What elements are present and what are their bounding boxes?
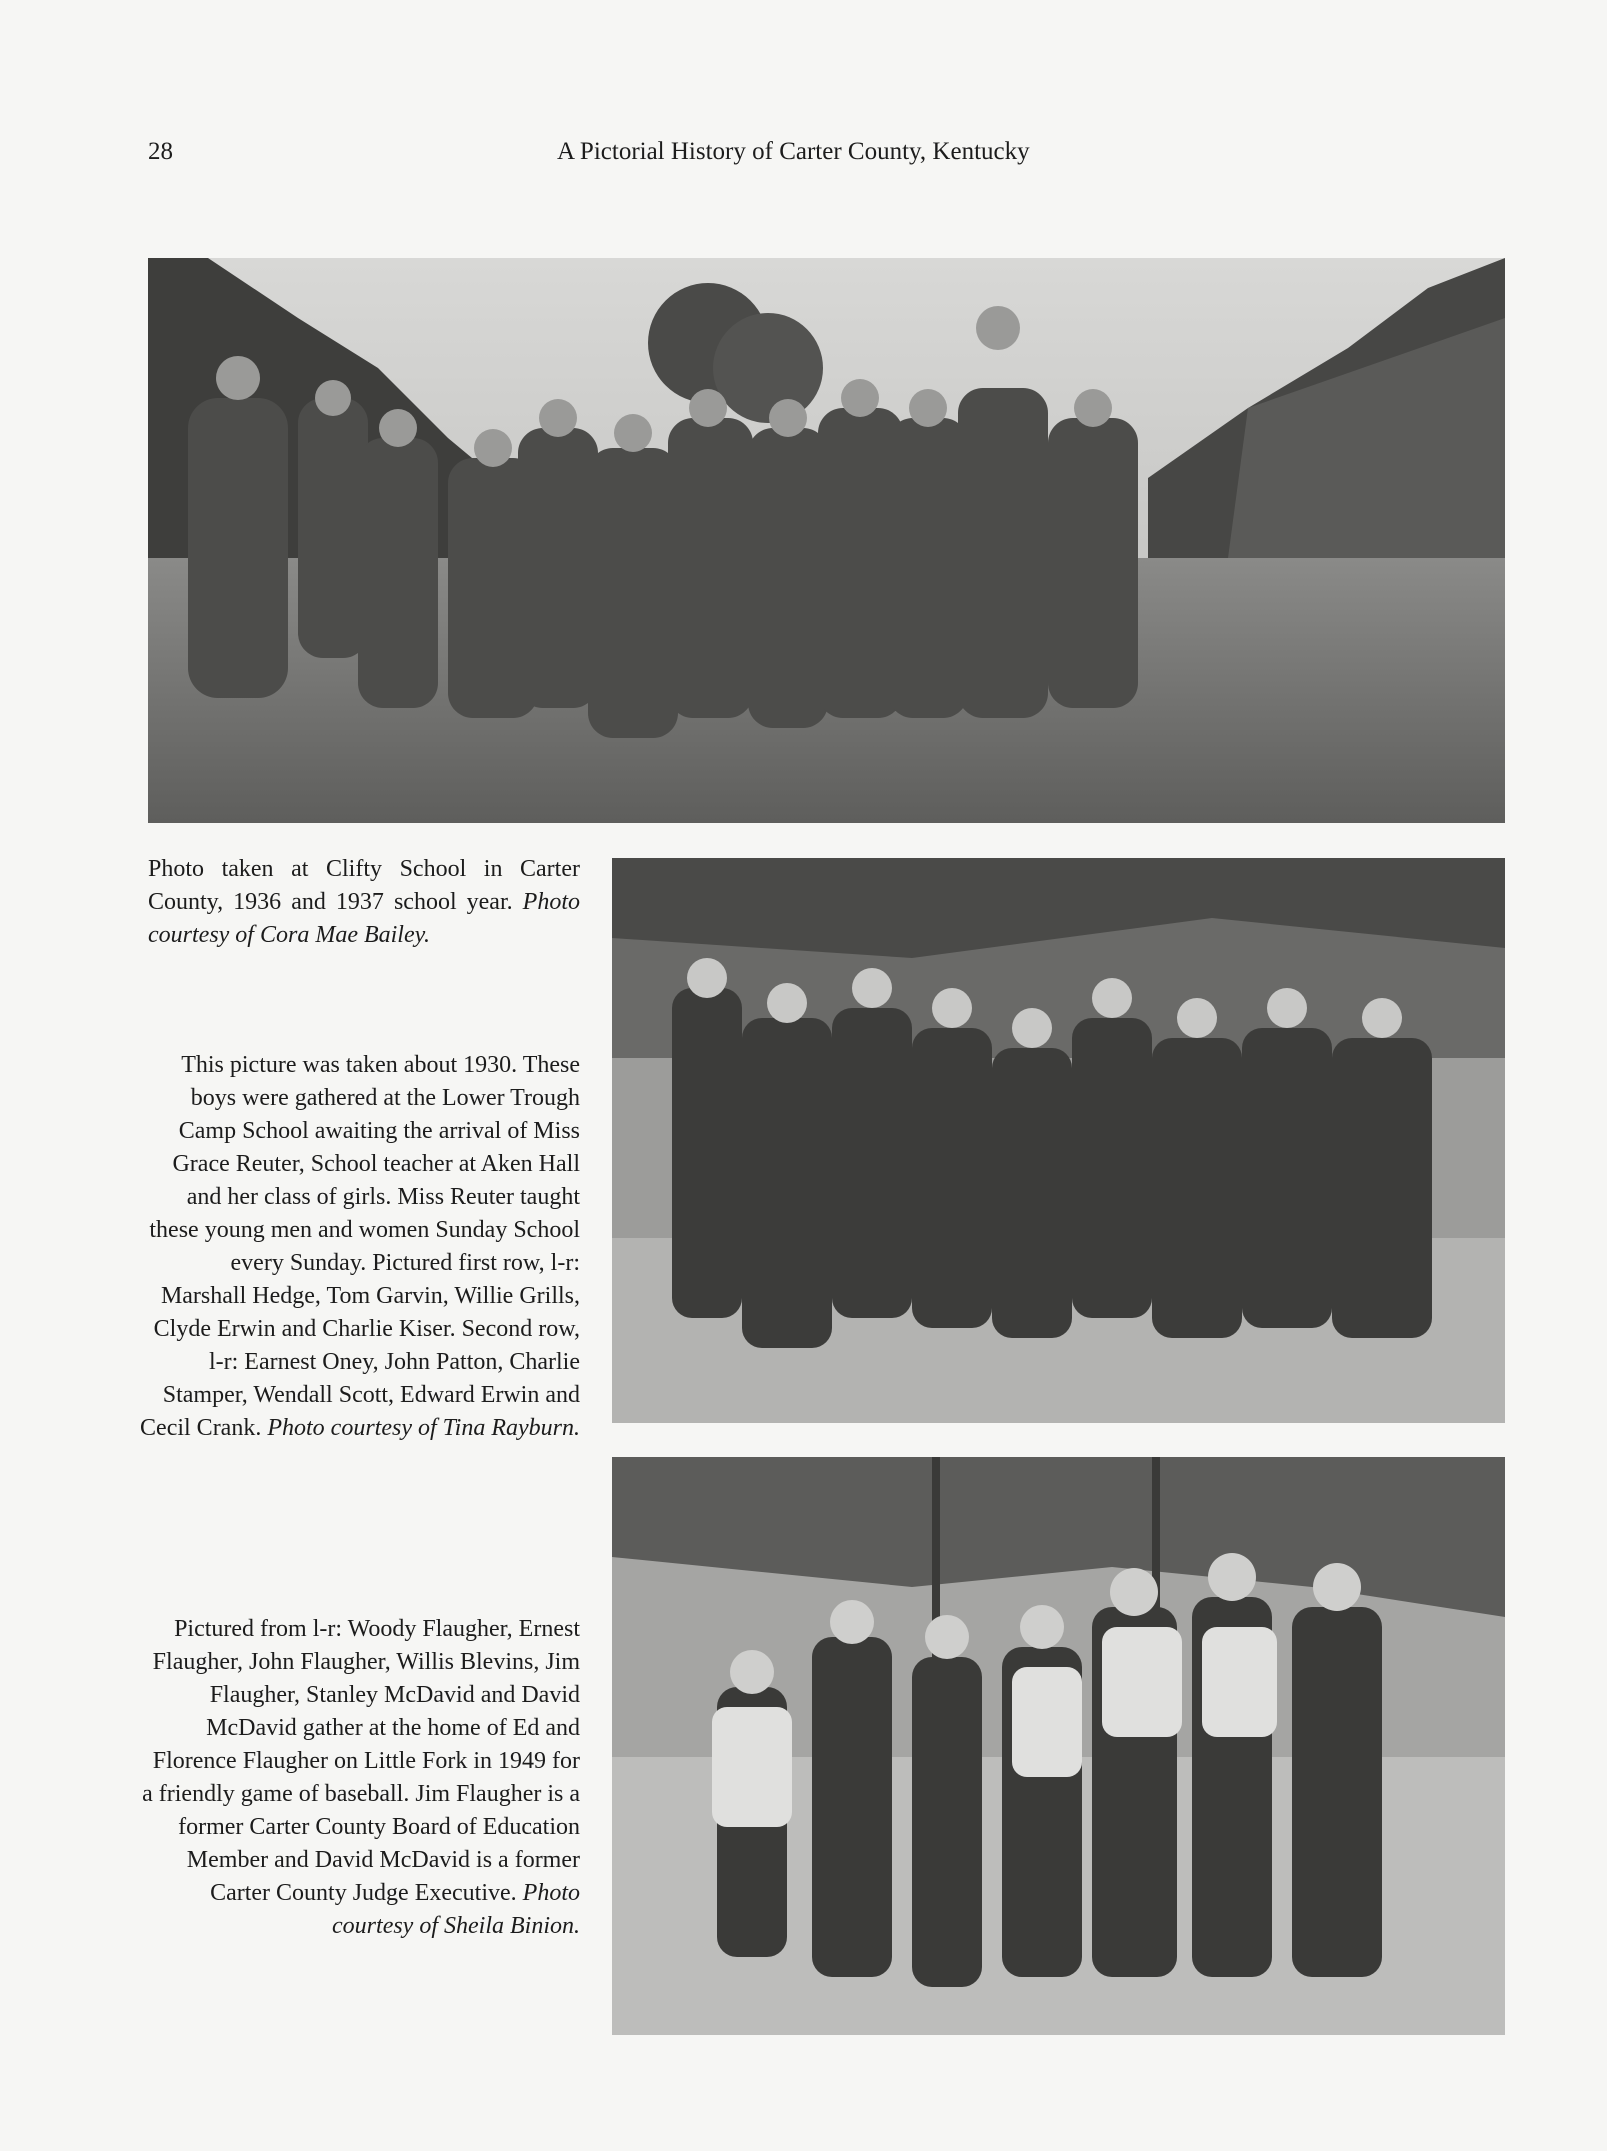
photo-lower-trough-camp-boys [612,858,1505,1423]
photo-credit: Photo courtesy of Tina Rayburn. [267,1415,580,1441]
page-number: 28 [148,138,173,165]
running-title: A Pictorial History of Carter County, Kentucky [557,138,1030,165]
caption-flaugher-boys [140,1613,580,1943]
photo-credit: Photo courtesy of Sheila Binion. [332,1880,580,1939]
photo-clifty-school-image [148,258,1505,823]
caption-clifty-school [148,853,580,952]
photo-clifty-school-group [148,258,1505,823]
photo-lower-trough-camp-image [612,858,1505,1423]
page-header [148,138,1088,178]
caption-lower-trough-camp [140,1049,580,1445]
caption-text: This picture was taken about 1930. These boys were gathered at the Lower Trough Camp School awaiting the arrival of Miss Grace Reuter, School teacher at Aken Hall and her class of girls. Miss Reuter taught these young men and women Sunday School every Sunday. Pictured first row, l-r: Marshall Hedge, Tom Garvin, Willie Grills, Clyde Erwin and Charlie Kiser. Second row, l-r: Earnest Oney, John Patton, Charlie Stamper, Wendall Scott, Edward Erwin and Cecil Crank. [140,1052,580,1441]
caption-text: Photo taken at Clifty School in Carter County, 1936 and 1937 school year. [148,856,580,915]
photo-flaugher-boys-baseball [612,1457,1505,2035]
caption-text: Pictured from l-r: Woody Flaugher, Ernest Flaugher, John Flaugher, Willis Blevins, Jim Flaugher, Stanley McDavid and David McDavid gather at the home of Ed and Florence Flaugher on Little Fork in 1949 for a friendly game of baseball. Jim Flaugher is a former Carter County Board of Education Member and David McDavid is a former Carter County Judge Executive. [142,1616,580,1906]
photo-flaugher-boys-image [612,1457,1505,2035]
photo-credit: Photo courtesy of Cora Mae Bailey. [148,889,580,948]
